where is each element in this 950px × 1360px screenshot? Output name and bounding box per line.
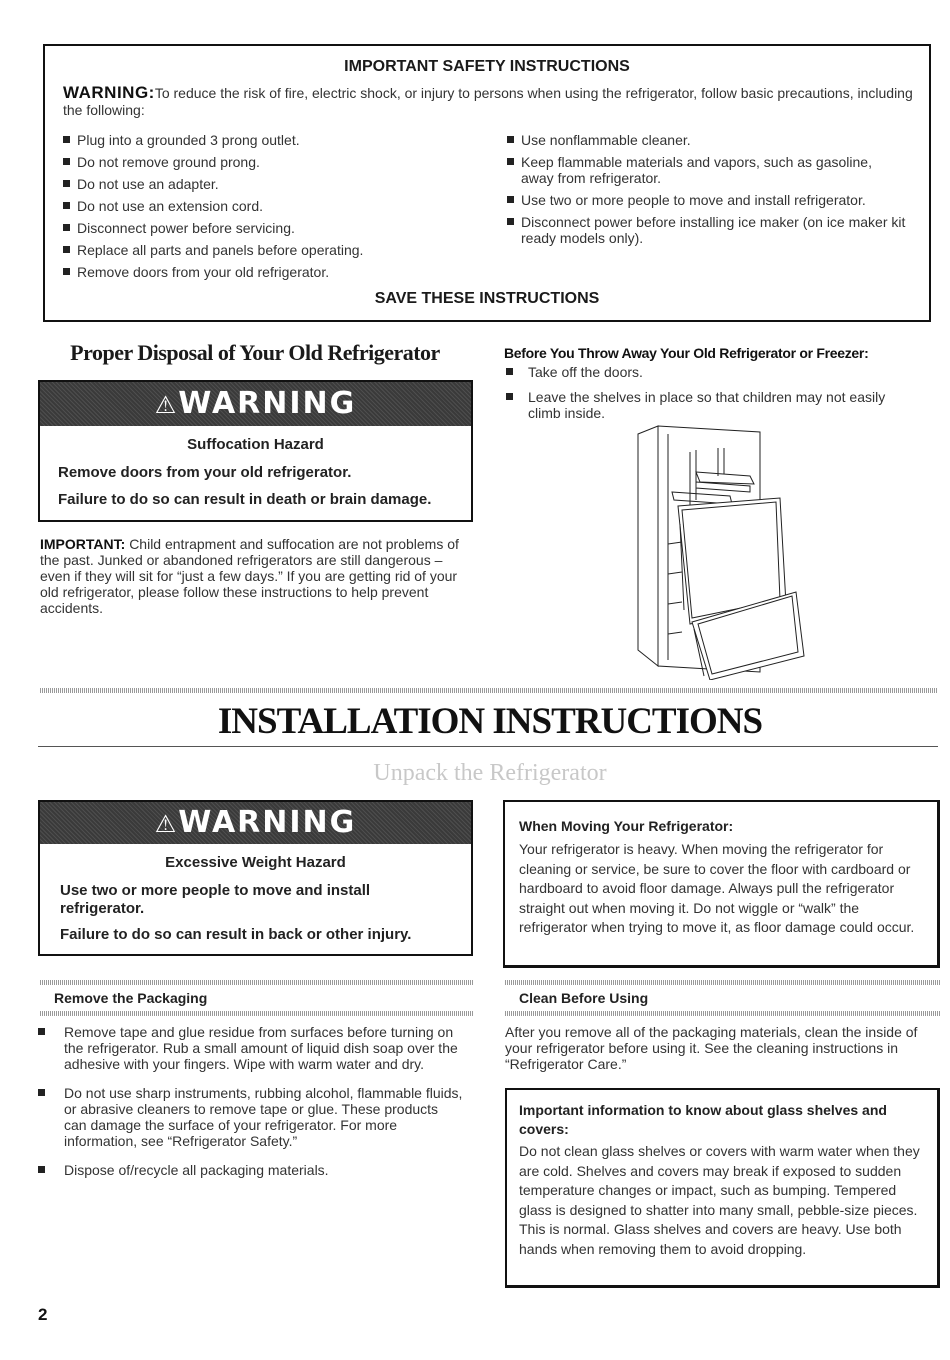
list-item: Use nonflammable cleaner.	[507, 132, 907, 148]
list-item: Keep flammable materials and vapors, such as gasoline, away from refrigerator.	[507, 154, 907, 186]
list-item: Remove doors from your old refrigerator.	[63, 264, 493, 280]
warning-triangle-icon: ⚠	[154, 391, 179, 419]
list-item: Leave the shelves in place so that children may not easily climb inside.	[506, 389, 916, 421]
list-item: Use two or more people to move and install refrigerator.	[507, 192, 907, 208]
warning-label: WARNING:	[63, 83, 155, 102]
list-item: Plug into a grounded 3 prong outlet.	[63, 132, 493, 148]
important-label: IMPORTANT:	[40, 536, 126, 552]
packaging-title: Remove the Packaging	[54, 990, 208, 1006]
list-item: Replace all parts and panels before operating.	[63, 242, 493, 258]
section-divider	[40, 1011, 473, 1016]
suffocation-warning-box	[38, 380, 473, 522]
section-divider	[40, 688, 938, 693]
page-number: 2	[38, 1305, 48, 1324]
list-item: Do not use an extension cord.	[63, 198, 493, 214]
section-divider	[40, 980, 473, 985]
warning-banner-text: WARNING	[178, 386, 357, 421]
list-item: Take off the doors.	[506, 364, 916, 380]
warning-line-2: Failure to do so can result in death or brain damage.	[58, 491, 432, 508]
disposal-important	[40, 536, 475, 616]
hazard-title: Suffocation Hazard	[187, 436, 324, 453]
clean-title: Clean Before Using	[519, 990, 649, 1006]
refrigerator-doors-removed-illustration	[620, 424, 810, 680]
safety-title: IMPORTANT SAFETY INSTRUCTIONS	[344, 58, 630, 75]
list-item: Do not use an adapter.	[63, 176, 493, 192]
glass-title: Important information to know about glass shelves and covers:	[519, 1102, 887, 1137]
moving-title: When Moving Your Refrigerator:	[519, 818, 734, 834]
hazard-title: Excessive Weight Hazard	[165, 854, 346, 871]
warning-banner	[40, 382, 471, 426]
packaging-list	[38, 1024, 463, 1178]
list-item: Do not use sharp instruments, rubbing alcohol, flammable fluids, or abrasive cleaners to remove tape or glue. These products can damage the surface of your refrigerator. For more information, see “Refrigerator Safety.”	[38, 1085, 463, 1149]
list-item: Remove tape and glue residue from surfaces before turning on the refrigerator. Rub a small amount of liquid dish soap over the adhesive with your fingers. Wipe with warm water and dry.	[38, 1024, 463, 1072]
list-item: Disconnect power before installing ice maker (on ice maker kit ready models only).	[507, 214, 907, 246]
safety-right-list	[507, 132, 907, 246]
safety-left-list	[63, 132, 493, 280]
clean-text: After you remove all of the packaging materials, clean the inside of your refrigerator before using it. See the cleaning instructions in “Refrigerator Care.”	[505, 1024, 918, 1072]
weight-warning-box	[38, 800, 473, 956]
warning-line-1: Use two or more people to move and install refrigerator.	[60, 882, 371, 917]
warning-banner-text: WARNING	[178, 805, 357, 840]
important-text: Child entrapment and suffocation are not problems of the past. Junked or abandoned refrigerators are still dangerous – even if they will sit for “just a few days.” If you are getting rid of your old refrigerator, please follow these instructions to help prevent accidents.	[40, 536, 459, 616]
warning-line-2: Failure to do so can result in back or other injury.	[60, 926, 412, 943]
list-item: Disconnect power before servicing.	[63, 220, 493, 236]
disposal-title: Proper Disposal of Your Old Refrigerator	[70, 340, 440, 365]
safety-warning	[63, 84, 923, 119]
warning-banner	[40, 802, 471, 844]
before-throw-title: Before You Throw Away Your Old Refrigerator or Freezer:	[504, 345, 869, 361]
list-item: Do not remove ground prong.	[63, 154, 493, 170]
section-divider	[505, 1011, 940, 1016]
warning-text: To reduce the risk of fire, electric shock, or injury to persons when using the refrigerator, follow basic precautions, including the following:	[63, 85, 913, 118]
section-divider	[505, 980, 940, 985]
glass-info-box	[505, 1088, 940, 1288]
moving-text: Your refrigerator is heavy. When moving the refrigerator for cleaning or service, be sure to cover the floor with cardboard or hardboard to avoid floor damage. Always pull the refrigerator straight out when moving it. Do not wiggle or “walk” the refrigerator when trying to move it, as floor damage could occur.	[519, 841, 915, 935]
warning-line-1: Remove doors from your old refrigerator.	[58, 464, 352, 481]
glass-text: Do not clean glass shelves or covers with warm water when they are cold. Shelves and covers may break if exposed to sudden temperature changes or impact, such as bumping. Tempered glass is designed to shatter into many small, pebble-size pieces. This is normal. Glass shelves and covers are heavy. Use both hands when removing them to avoid dropping.	[519, 1143, 920, 1257]
unpack-subtitle: Unpack the Refrigerator	[373, 760, 607, 786]
warning-triangle-icon: ⚠	[154, 810, 179, 838]
list-item: Dispose of/recycle all packaging materials.	[38, 1162, 463, 1178]
title-rule	[38, 746, 938, 747]
save-instructions: SAVE THESE INSTRUCTIONS	[374, 290, 600, 307]
installation-title: INSTALLATION INSTRUCTIONS	[217, 701, 763, 742]
before-throw-list	[506, 364, 916, 421]
moving-info-box	[503, 800, 940, 968]
safety-instructions-box	[43, 44, 931, 322]
